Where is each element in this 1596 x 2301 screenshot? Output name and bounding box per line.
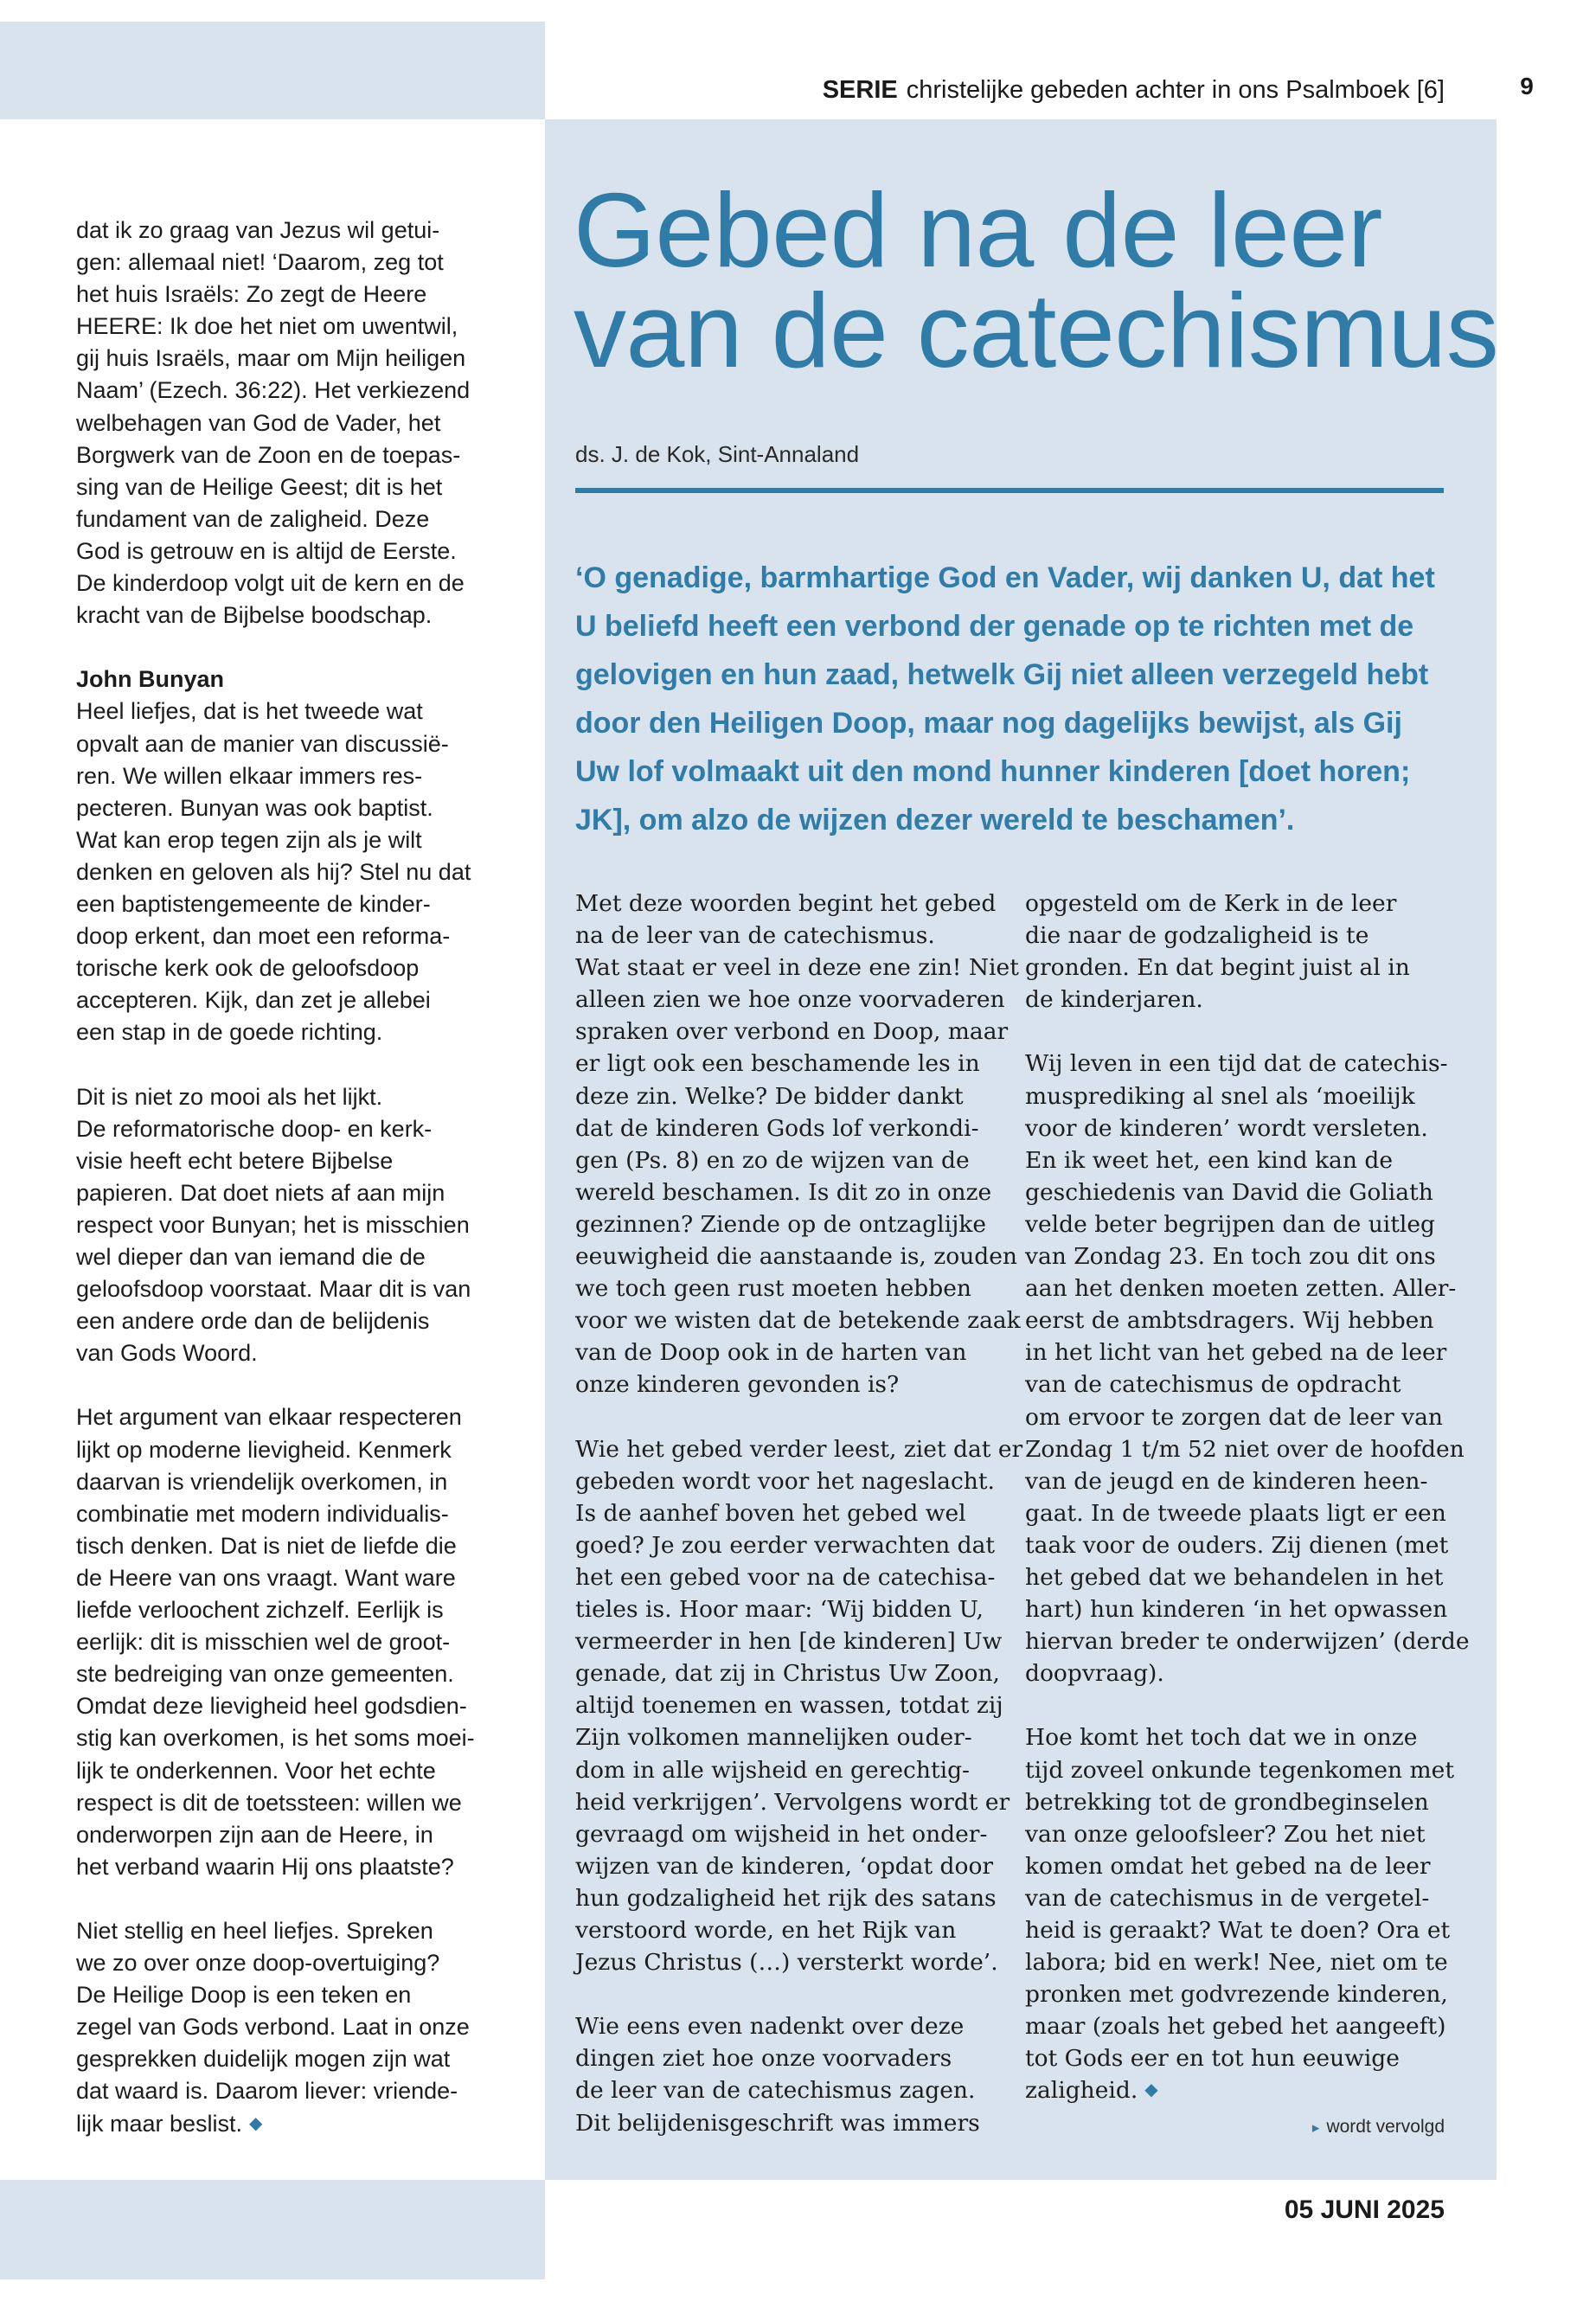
text-line: hart) hun kinderen ‘in het opwassen bbox=[1025, 1596, 1448, 1624]
text-line: gen (Ps. 8) en zo de wijzen van de bbox=[575, 1146, 970, 1174]
text-line: denken en geloven als hij? Stel nu dat bbox=[76, 858, 471, 885]
text-line: kracht van de Bijbelse boodschap. bbox=[76, 602, 433, 629]
article-title bbox=[574, 171, 1499, 389]
text-line: Jezus Christus (…) versterkt worde’. bbox=[575, 1949, 998, 1977]
text-line: Met deze woorden begint het gebed bbox=[575, 890, 997, 917]
text-line: de Heere van ons vraagt. Want ware bbox=[76, 1564, 456, 1591]
quote-line: door den Heiligen Doop, maar nog dagelijks bewijst, als Gij bbox=[575, 707, 1402, 740]
text-line: De kinderdoop volgt uit de kern en de bbox=[76, 570, 465, 597]
text-line: gesprekken duidelijk mogen zijn wat bbox=[76, 2046, 451, 2073]
text-line: tijd zoveel onkunde tegenkomen met bbox=[1025, 1756, 1454, 1784]
text-line: van de Doop ook in de harten van bbox=[575, 1339, 967, 1367]
text-line: God is getrouw en is altijd de Eerste. bbox=[76, 537, 457, 564]
text-line: accepteren. Kijk, dan zet je allebei bbox=[76, 987, 431, 1014]
text-line: heid is geraakt? Wat te doen? Ora et bbox=[1025, 1917, 1451, 1944]
text-line: papieren. Dat doet niets af aan mijn bbox=[76, 1179, 445, 1206]
text-line: er ligt ook een beschamende les in bbox=[575, 1050, 980, 1078]
right-column bbox=[1025, 888, 1470, 2109]
text-line: wel dieper dan van iemand die de bbox=[76, 1244, 426, 1270]
header-band-left bbox=[0, 22, 545, 119]
text-line: HEERE: Ik doe het niet om uwentwil, bbox=[76, 313, 458, 340]
title-line: van de catechismus bbox=[574, 272, 1499, 389]
text-line: van de catechismus in de vergetel- bbox=[1025, 1884, 1430, 1912]
text-line: onze kinderen gevonden is? bbox=[575, 1371, 900, 1399]
text-line: visie heeft echt betere Bijbelse bbox=[76, 1147, 394, 1174]
text-line: Wat staat er veel in deze ene zin! Niet bbox=[575, 954, 1019, 982]
text-line: na de leer van de catechismus. bbox=[575, 922, 935, 950]
text-line: dat de kinderen Gods lof verkondi- bbox=[575, 1114, 979, 1142]
text-line: in het licht van het gebed na de leer bbox=[1025, 1339, 1447, 1367]
text-line: labora; bid en werk! Nee, niet om te bbox=[1025, 1949, 1448, 1977]
text-line: voor we wisten dat de betekende zaak bbox=[575, 1307, 1021, 1335]
text-line: Naam’ (Ezech. 36:22). Het verkiezend bbox=[76, 377, 471, 404]
footer-band-left bbox=[0, 2180, 545, 2279]
text-line: genade, dat zij in Christus Uw Zoon, bbox=[575, 1660, 1000, 1688]
text-line: doopvraag). bbox=[1025, 1660, 1164, 1688]
paragraph bbox=[575, 888, 1021, 1401]
text-line: dat waard is. Daarom liever: vriende- bbox=[76, 2078, 458, 2105]
text-line: een stap in de goede richting. bbox=[76, 1019, 383, 1046]
text-line: daarvan is vriendelijk overkomen, in bbox=[76, 1468, 448, 1495]
quote-line: gelovigen en hun zaad, hetwelk Gij niet alleen verzegeld hebt bbox=[575, 658, 1429, 691]
text-line: gezinnen? Ziende op de ontzaglijke bbox=[575, 1210, 987, 1238]
text-line: altijd toenemen en wassen, totdat zij bbox=[575, 1692, 1003, 1720]
continued-note bbox=[1298, 2117, 1445, 2138]
text-line: eeuwigheid die aanstaande is, zouden bbox=[575, 1243, 1017, 1271]
arrow-right-icon: ▸ bbox=[1311, 2119, 1320, 2136]
text-line: van onze geloofsleer? Zou het niet bbox=[1025, 1820, 1426, 1848]
text-line: velde beter begrijpen dan de uitleg bbox=[1025, 1210, 1436, 1238]
text-line: gevraagd om wijsheid in het onder- bbox=[575, 1820, 988, 1848]
text-line: voor de kinderen’ wordt versleten. bbox=[1025, 1114, 1428, 1142]
text-line: Borgwerk van de Zoon en de toepas- bbox=[76, 441, 461, 468]
text-line: de kinderjaren. bbox=[1025, 986, 1203, 1014]
text-line: musprediking al snel als ‘moeilijk bbox=[1025, 1082, 1415, 1110]
text-line: het huis Israëls: Zo zegt de Heere bbox=[76, 281, 427, 308]
lead-quote bbox=[575, 554, 1458, 844]
middle-column bbox=[575, 888, 1023, 2139]
author-byline: ds. J. de Kok, Sint-Annaland bbox=[575, 441, 860, 467]
page-number: 9 bbox=[1520, 73, 1534, 99]
text-line: pronken met godvrezende kinderen, bbox=[1025, 1981, 1448, 2009]
text-line: dat ik zo graag van Jezus wil getui- bbox=[76, 217, 440, 243]
text-line: Niet stellig en heel liefjes. Spreken bbox=[76, 1917, 433, 1944]
text-line: lijkt op moderne lievigheid. Kenmerk bbox=[76, 1436, 452, 1463]
text-line: Is de aanhef boven het gebed wel bbox=[575, 1499, 966, 1527]
series-title: christelijke gebeden achter in ons Psalmboek [6] bbox=[906, 76, 1445, 104]
text-line: combinatie met modern individualis- bbox=[76, 1500, 449, 1527]
text-line: Wie eens even nadenkt over deze bbox=[575, 2013, 965, 2041]
text-line: vermeerder in hen [de kinderen] Uw bbox=[575, 1628, 1003, 1656]
paragraph bbox=[76, 215, 543, 631]
end-diamond-icon: ◆ bbox=[1144, 2079, 1158, 2100]
text-line: van Gods Woord. bbox=[76, 1340, 258, 1367]
text-line: Hoe komt het toch dat we in onze bbox=[1025, 1724, 1418, 1752]
text-line: hiervan breder te onderwijzen’ (derde bbox=[1025, 1628, 1470, 1656]
running-head bbox=[545, 76, 1445, 105]
quote-line: ‘O genadige, barmhartige God en Vader, wij danken U, dat het bbox=[575, 561, 1435, 594]
text-line: goed? Je zou eerder verwachten dat bbox=[575, 1531, 996, 1559]
continued-text: wordt vervolgd bbox=[1326, 2117, 1445, 2137]
text-line: Wie het gebed verder leest, ziet dat er bbox=[575, 1435, 1023, 1463]
subheading: John Bunyan bbox=[76, 666, 225, 693]
text-line: Heel liefjes, dat is het tweede wat bbox=[76, 698, 423, 725]
text-line: het gebed dat we behandelen in het bbox=[1025, 1563, 1444, 1591]
text-line: gij huis Israëls, maar om Mijn heiligen bbox=[76, 345, 466, 372]
text-line: torische kerk ook de geloofsdoop bbox=[76, 955, 420, 982]
text-line: respect is dit de toetssteen: willen we bbox=[76, 1789, 462, 1816]
text-line: heid verkrijgen’. Vervolgens wordt er bbox=[575, 1788, 1010, 1816]
text-line: ste bedreiging van onze gemeenten. bbox=[76, 1661, 454, 1688]
left-column bbox=[76, 215, 543, 2143]
text-line: alleen zien we hoe onze voorvaderen bbox=[575, 986, 1005, 1014]
text-line: De reformatorische doop- en kerk- bbox=[76, 1115, 433, 1142]
text-line: dom in alle wijsheid en gerechtig- bbox=[575, 1756, 970, 1784]
text-line: eerst de ambtsdragers. Wij hebben bbox=[1025, 1307, 1434, 1335]
text-line: respect voor Bunyan; het is misschien bbox=[76, 1211, 470, 1238]
text-line: taak voor de ouders. Zij dienen (met bbox=[1025, 1531, 1449, 1559]
text-line: we toch geen rust moeten hebben bbox=[575, 1275, 971, 1303]
text-line: Dit is niet zo mooi als het lijkt. bbox=[76, 1083, 383, 1110]
text-line: die naar de godzaligheid is te bbox=[1025, 922, 1369, 950]
text-line: tieles is. Hoor maar: ‘Wij bidden U, bbox=[575, 1596, 984, 1624]
text-line: deze zin. Welke? De bidder dankt bbox=[575, 1082, 964, 1110]
text-line: gebeden wordt voor het nageslacht. bbox=[575, 1467, 995, 1495]
text-line: verstoord worde, en het Rijk van bbox=[575, 1917, 957, 1944]
text-line: lijk maar beslist. ◆ bbox=[76, 2110, 263, 2137]
paragraph bbox=[1025, 888, 1458, 1016]
text-line: Zondag 1 t/m 52 niet over de hoofden bbox=[1025, 1435, 1465, 1463]
text-line: maar (zoals het gebed het aangeeft) bbox=[1025, 2013, 1446, 2041]
text-line: betrekking tot de grondbeginselen bbox=[1025, 1788, 1429, 1816]
text-line: dingen ziet hoe onze voorvaders bbox=[575, 2045, 952, 2073]
text-line: een andere orde dan de belijdenis bbox=[76, 1308, 430, 1335]
paragraph bbox=[76, 1915, 543, 2143]
text-line: Het argument van elkaar respecteren bbox=[76, 1404, 462, 1431]
text-line: sing van de Heilige Geest; dit is het bbox=[76, 473, 443, 500]
paragraph bbox=[76, 663, 543, 1048]
text-line: gaat. In de tweede plaats ligt er een bbox=[1025, 1499, 1446, 1527]
quote-line: Uw lof volmaakt uit den mond hunner kinderen [doet horen; bbox=[575, 755, 1411, 788]
text-line: wereld beschamen. Is dit zo in onze bbox=[575, 1178, 992, 1206]
text-line: het een gebed voor na de catechisa- bbox=[575, 1563, 996, 1591]
paragraph bbox=[575, 1433, 1023, 1979]
text-line: geloofsdoop voorstaat. Maar dit is van bbox=[76, 1276, 471, 1303]
text-line: Wat kan erop tegen zijn als je wilt bbox=[76, 826, 422, 853]
paragraph bbox=[575, 2010, 1008, 2138]
text-line: zaligheid. ◆ bbox=[1025, 2077, 1158, 2105]
text-line: komen omdat het gebed na de leer bbox=[1025, 1852, 1431, 1880]
text-line: tisch denken. Dat is niet de liefde die bbox=[76, 1532, 457, 1559]
text-line: een baptistengemeente de kinder- bbox=[76, 890, 431, 917]
text-line: gen: allemaal niet! ‘Daarom, zeg tot bbox=[76, 249, 444, 276]
text-line: onderworpen zijn aan de Heere, in bbox=[76, 1821, 433, 1848]
text-line: Dit belijdenisgeschrift was immers bbox=[575, 2109, 980, 2137]
text-line: geschiedenis van David die Goliath bbox=[1025, 1178, 1433, 1206]
text-line: aan het denken moeten zetten. Aller- bbox=[1025, 1275, 1457, 1303]
text-line: De Heilige Doop is een teken en bbox=[76, 1982, 412, 2009]
text-line: welbehagen van God de Vader, het bbox=[76, 409, 441, 436]
paragraph bbox=[1025, 1721, 1458, 2108]
text-line: van Zondag 23. En toch zou dit ons bbox=[1025, 1243, 1436, 1271]
text-line: om ervoor te zorgen dat de leer van bbox=[1025, 1403, 1443, 1431]
text-line: eerlijk: dit is misschien wel de groot- bbox=[76, 1629, 451, 1656]
text-line: Omdat deze lievigheid heel godsdien- bbox=[76, 1693, 467, 1720]
text-line: doop erkent, dan moet een reforma- bbox=[76, 923, 451, 950]
text-line: ren. We willen elkaar immers res- bbox=[76, 762, 423, 789]
text-line: zegel van Gods verbond. Laat in onze bbox=[76, 2014, 470, 2041]
issue-date: 05 JUNI 2025 bbox=[1284, 2195, 1445, 2224]
paragraph bbox=[1025, 1048, 1470, 1689]
text-line: fundament van de zaligheid. Deze bbox=[76, 505, 430, 532]
header-band bbox=[545, 22, 1497, 119]
text-line: liefde verloochent zichzelf. Eerlijk is bbox=[76, 1597, 444, 1624]
text-line: lijk te onderkennen. Voor het echte bbox=[76, 1757, 436, 1784]
text-line: gronden. En dat begint juist al in bbox=[1025, 954, 1410, 982]
text-line: de leer van de catechismus zagen. bbox=[575, 2077, 976, 2105]
title-line: Gebed na de leer bbox=[574, 171, 1382, 289]
text-line: we zo over onze doop-overtuiging? bbox=[76, 1950, 440, 1977]
quote-line: JK], om alzo de wijzen dezer wereld te beschamen’. bbox=[575, 804, 1295, 836]
paragraph bbox=[76, 1081, 543, 1370]
text-line: van de jeugd en de kinderen heen- bbox=[1025, 1467, 1428, 1495]
series-label: SERIE bbox=[822, 76, 898, 104]
paragraph bbox=[76, 1401, 543, 1882]
text-line: En ik weet het, een kind kan de bbox=[1025, 1146, 1393, 1174]
text-line: opvalt aan de manier van discussië- bbox=[76, 730, 449, 757]
end-diamond-icon: ◆ bbox=[249, 2113, 263, 2133]
quote-line: U beliefd heeft een verbond der genade op te richten met de bbox=[575, 610, 1414, 643]
text-line: opgesteld om de Kerk in de leer bbox=[1025, 890, 1397, 917]
text-line: pecteren. Bunyan was ook baptist. bbox=[76, 794, 433, 821]
text-line: Zijn volkomen mannelijken ouder- bbox=[575, 1724, 972, 1752]
text-line: het verband waarin Hij ons plaatste? bbox=[76, 1853, 454, 1880]
title-divider bbox=[575, 488, 1444, 493]
text-line: Wij leven in een tijd dat de catechis- bbox=[1025, 1050, 1448, 1078]
text-line: van de catechismus de opdracht bbox=[1025, 1371, 1401, 1399]
text-line: spraken over verbond en Doop, maar bbox=[575, 1018, 1009, 1046]
text-line: wijzen van de kinderen, ‘opdat door bbox=[575, 1852, 994, 1880]
paragraph-body bbox=[76, 695, 543, 1048]
text-line: stig kan overkomen, is het soms moei- bbox=[76, 1725, 475, 1752]
text-line: tot Gods eer en tot hun eeuwige bbox=[1025, 2045, 1400, 2073]
text-line: hun godzaligheid het rijk des satans bbox=[575, 1884, 997, 1912]
